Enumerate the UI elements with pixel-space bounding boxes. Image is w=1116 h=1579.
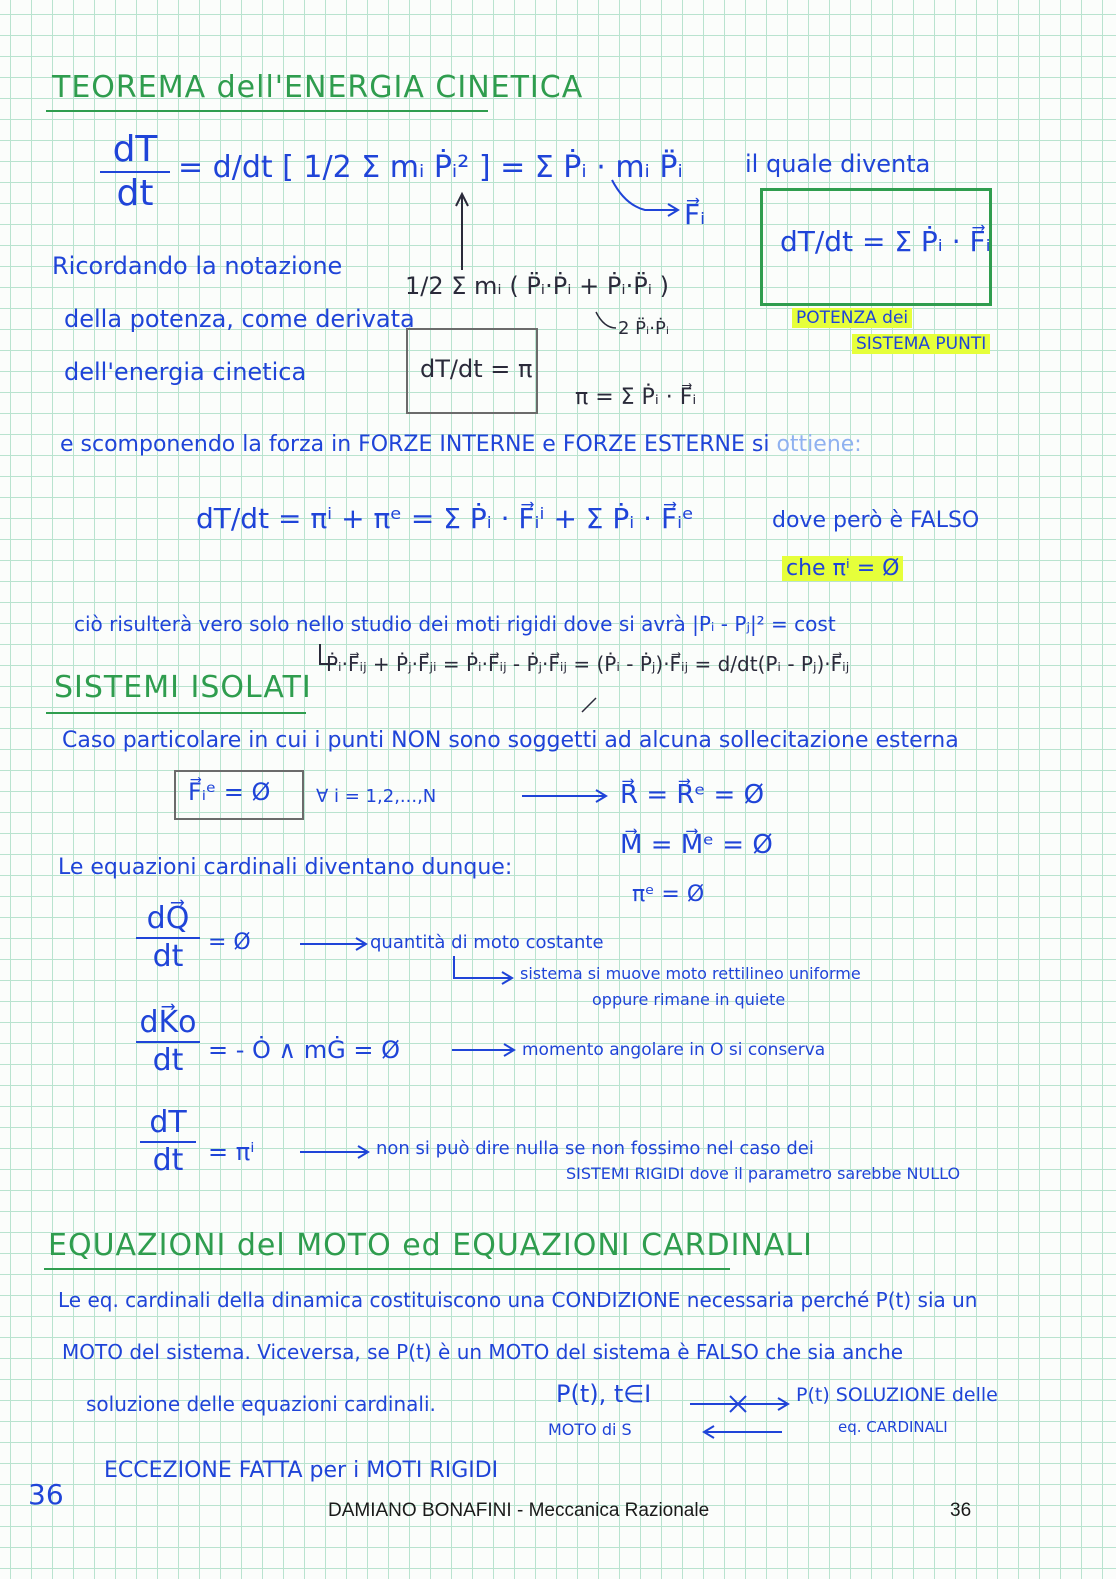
dT-numerator: dT (112, 129, 158, 170)
dove-falso-2 (782, 556, 903, 581)
arrowhead (358, 1146, 368, 1158)
external-force-zero: F⃗ᵢᵉ = Ø (188, 778, 271, 806)
small-diag-arrow (582, 698, 596, 712)
middle-note: 2 P̈ᵢ·Ṗᵢ (618, 318, 670, 339)
footer-page-number: 36 (950, 1500, 972, 1521)
cardinali-line-1: Le eq. cardinali della dinamica costituiscono una CONDIZIONE necessaria perché P(t) sia un (58, 1288, 978, 1312)
ricordando-line-2: della potenza, come derivata (64, 305, 415, 333)
dt-denominator: dt (152, 1043, 184, 1078)
highlight: che πⁱ = Ø (782, 556, 903, 581)
eccezione-text: ECCEZIONE FATTA per i MOTI RIGIDI (104, 1458, 499, 1483)
eq3-rhs: = πⁱ (208, 1138, 255, 1166)
moment-zero: M⃗ = M⃗ᵉ = Ø (620, 830, 773, 860)
eq1-sub-2: oppure rimane in quiete (592, 990, 786, 1009)
title-underline (46, 712, 306, 714)
dQ-dt-fraction (136, 901, 200, 974)
pi-box-eq: dT/dt = π (420, 355, 533, 383)
power-formula: dT/dt = Σ Ṗᵢ · F⃗ᵢ (780, 225, 991, 258)
eq1-text: quantità di moto costante (370, 932, 604, 953)
title-underline (44, 1268, 730, 1270)
motion-sublabel: MOTO di S (548, 1420, 632, 1439)
potenza-label-2 (852, 334, 990, 354)
cross-mark (730, 1396, 746, 1412)
resultant-zero: R⃗ = R⃗ᵉ = Ø (620, 780, 765, 810)
scomponendo-main: e scomponendo la forza in FORZE INTERNE e FORZE ESTERNE si (60, 432, 770, 457)
solution-label: P(t) SOLUZIONE delle (796, 1384, 998, 1406)
middle-expression: 1/2 Σ mᵢ ( P̈ᵢ·Ṗᵢ + Ṗᵢ·P̈ᵢ ) (405, 272, 669, 300)
dT-numerator: dT (149, 1105, 187, 1140)
dK-numerator: dK⃗o (139, 1005, 197, 1040)
eq3-sub: SISTEMI RIGIDI dove il parametro sarebbe NULLO (566, 1164, 961, 1183)
title-underline (46, 110, 488, 112)
ricordando-line-1: Ricordando la notazione (52, 252, 343, 280)
eq2-text: momento angolare in O si conserva (522, 1040, 826, 1060)
eq1-sub-1: sistema si muove moto rettilineo uniforme (520, 964, 861, 983)
internal-power-derivation: Ṗᵢ·F⃗ᵢⱼ + Ṗⱼ·F⃗ⱼᵢ = Ṗᵢ·F⃗ᵢⱼ - Ṗⱼ·F⃗ᵢⱼ = (Ṗᵢ - Ṗⱼ)·F⃗ᵢⱼ = d/dt(Pᵢ - Pⱼ)·F⃗ᵢⱼ (326, 652, 850, 676)
highlight: SISTEMA PUNTI (852, 334, 990, 354)
handwritten-page-number: 36 (28, 1478, 64, 1511)
arrowhead (778, 1398, 788, 1410)
arrowhead (668, 204, 678, 216)
dQ-numerator: dQ⃗ (146, 901, 190, 936)
cio-risultera: ciò risulterà vero solo nello studio dei moti rigidi dove si avrà |Pᵢ - Pⱼ|² = cost (74, 612, 836, 636)
le-equazioni-text: Le equazioni cardinali diventano dunque: (58, 855, 513, 880)
cardinali-line-3: soluzione delle equazioni cardinali. (86, 1392, 436, 1416)
ricordando-line-3: dell'energia cinetica (64, 358, 307, 386)
potenza-label-1 (792, 308, 912, 328)
dT-dt-fraction (140, 1105, 196, 1178)
scomponendo-faint: ottiene: (776, 432, 862, 457)
footer-author-subject: DAMIANO BONAFINI - Meccanica Razionale (328, 1500, 710, 1521)
dove-falso-1: dove però è FALSO (772, 508, 980, 533)
solution-sublabel: eq. CARDINALI (838, 1418, 948, 1436)
dT-dt-fraction (100, 129, 170, 214)
eq3-text: non si può dire nulla se non fossimo nel caso dei (376, 1138, 814, 1159)
arrowhead (356, 938, 366, 950)
external-power-zero: πᵉ = Ø (632, 882, 705, 907)
arrowhead (596, 790, 606, 802)
arrowhead (504, 1044, 514, 1056)
for-all-i: ∀ i = 1,2,...,N (316, 786, 437, 807)
internal-force-label: F⃗ᵢ (684, 198, 706, 231)
scomponendo-text (60, 432, 862, 457)
caso-particolare: Caso particolare in cui i punti NON sono soggetti ad alcuna sollecitazione esterna (62, 728, 959, 753)
pi-definition: π = Σ Ṗᵢ · F⃗ᵢ (575, 385, 697, 410)
eq1-rhs: = Ø (208, 930, 251, 955)
arrowhead (502, 972, 512, 984)
section-title-energia-cinetica: TEOREMA dell'ENERGIA CINETICA (52, 70, 584, 105)
motion-label: P(t), t∈I (556, 1380, 652, 1408)
dt-denominator: dt (152, 1143, 184, 1178)
dt-denominator: dt (152, 939, 184, 974)
dt-denominator: dt (116, 173, 154, 214)
il-quale-text: il quale diventa (745, 150, 931, 178)
energy-split-equation: dT/dt = πⁱ + πᵉ = Σ Ṗᵢ · F⃗ᵢⁱ + Σ Ṗᵢ · F⃗ᵢᵉ (196, 502, 694, 535)
kinetic-energy-derivative: = d/dt [ 1/2 Σ mᵢ Ṗᵢ² ] = Σ Ṗᵢ · mᵢ P̈ᵢ (178, 150, 683, 185)
highlight: POTENZA dei (792, 308, 912, 328)
hook-arrow (596, 312, 616, 328)
cardinali-line-2: MOTO del sistema. Viceversa, se P(t) è un MOTO del sistema è FALSO che sia anche (62, 1340, 904, 1364)
section-title-equazioni: EQUAZIONI del MOTO ed EQUAZIONI CARDINALI (48, 1228, 813, 1263)
section-title-sistemi-isolati: SISTEMI ISOLATI (54, 670, 312, 705)
arrowhead (704, 1426, 714, 1438)
eq2-rhs: = - Ȯ ∧ mĠ = Ø (208, 1036, 400, 1064)
dK-dt-fraction (136, 1005, 200, 1078)
eq1-hook-arrow (454, 956, 510, 978)
arrowhead (456, 194, 468, 206)
